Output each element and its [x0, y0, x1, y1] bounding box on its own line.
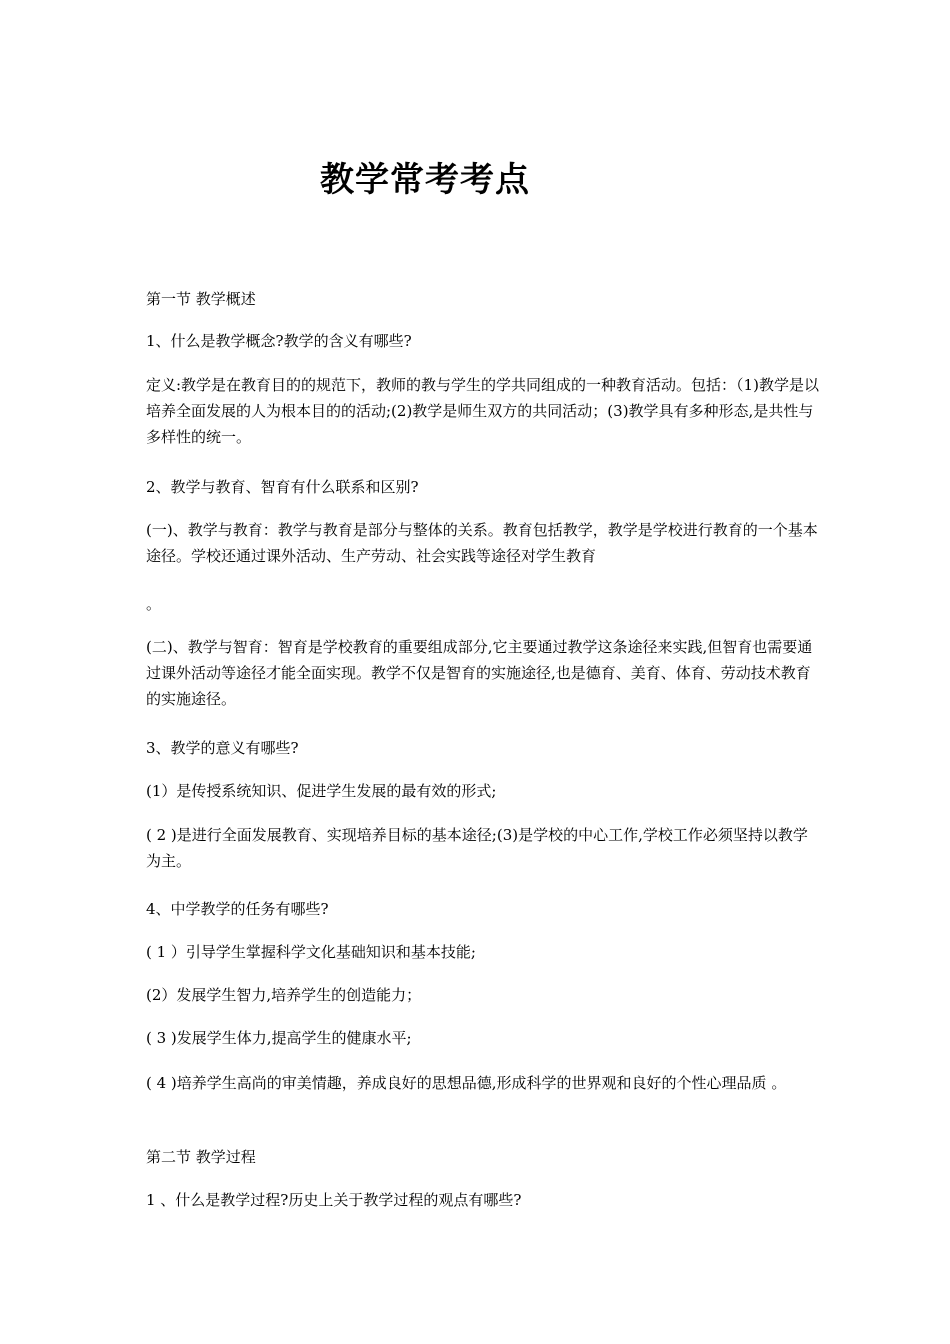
task-item-3: ( 3 )发展学生体力,提高学生的健康水平; — [146, 1029, 412, 1047]
document-title: 教学常考考点 — [320, 160, 530, 200]
question-1: 1、什么是教学概念?教学的含义有哪些? — [146, 332, 412, 350]
section-heading-1: 第一节 教学概述 — [146, 290, 256, 308]
question-2: 2、教学与教育、智育有什么联系和区别? — [146, 478, 419, 496]
section-heading-2: 第二节 教学过程 — [146, 1148, 256, 1166]
question-4: 4、中学教学的任务有哪些? — [146, 900, 329, 918]
paragraph-definition: 定义:教学是在教育目的的规范下，教师的教与学生的学共同组成的一种教育活动。包括：（1)教学是以培养全面发展的人为根本目的的活动;(2)教学是师生双方的共同活动；(3)教学具有多种形态,是共性与多样性的统一。 — [146, 376, 819, 446]
meaning-item-1: (1）是传授系统知识、促进学生发展的最有效的形式; — [146, 782, 497, 800]
meaning-item-2-3: ( 2 )是进行全面发展教育、实现培养目标的基本途径;(3)是学校的中心工作,学校工作必须坚持以教学为主。 — [146, 826, 808, 870]
paragraph-teaching-and-intellectual-education: (二)、教学与智育：智育是学校教育的重要组成部分,它主要通过教学这条途径来实践,但智育也需要通过课外活动等途径才能全面实现。教学不仅是智育的实施途径,也是德育、美育、体育、劳动技术教育的实施途径。 — [146, 638, 813, 708]
paragraph-teaching-and-education: (一)、教学与教育：教学与教育是部分与整体的关系。教育包括教学，教学是学校进行教育的一个基本途径。学校还通过课外活动、生产劳动、社会实践等途径对学生教育 — [146, 521, 818, 565]
task-item-2: (2）发展学生智力,培养学生的创造能力； — [146, 986, 422, 1004]
question-3: 3、教学的意义有哪些? — [146, 739, 299, 757]
task-item-1: ( 1 ）引导学生掌握科学文化基础知识和基本技能; — [146, 943, 476, 961]
task-item-4: ( 4 )培养学生高尚的审美情趣，养成良好的思想品德,形成科学的世界观和良好的个性心理品质 。 — [146, 1074, 787, 1092]
paragraph-period: 。 — [146, 595, 162, 613]
question-5: 1 、什么是教学过程?历史上关于教学过程的观点有哪些? — [146, 1191, 522, 1209]
